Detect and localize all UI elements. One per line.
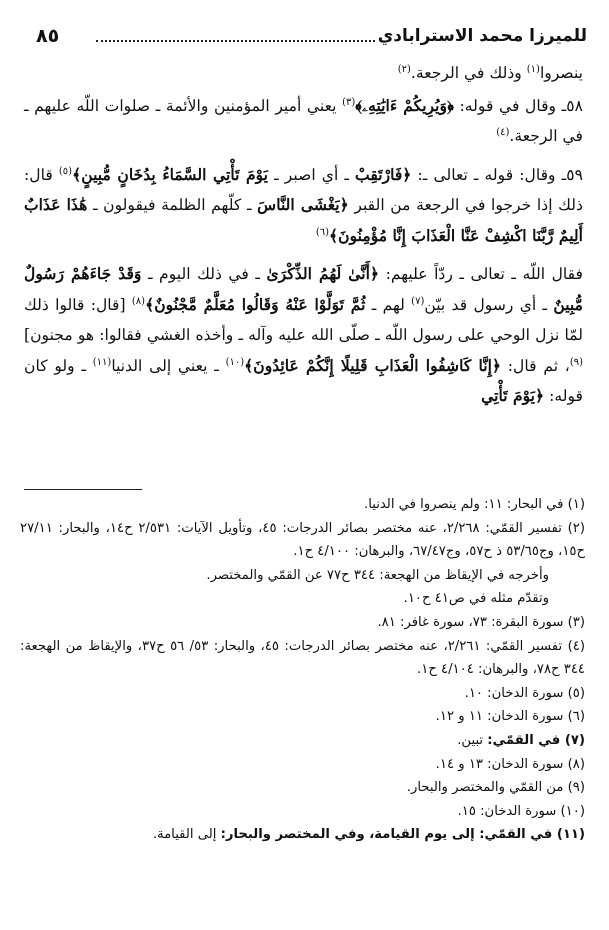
quran-verse: ﴿فَارْتَقِبْ	[355, 164, 412, 184]
quran-verse: ﴿وَيُرِيكُمْ ءَايَٰتِهِۦ﴾	[355, 95, 454, 115]
footnote-9: (٩) من القمّي والمختصر والبحار.	[406, 780, 585, 796]
quran-verse: هَٰذَا عَذَابٌ أَلِيمٌ رَّبَّنَا اكْشِفْ عَنَّا الْعَذَابَ إِنَّا مُؤْمِنُونَ﴾	[24, 195, 583, 245]
paragraph-58: ٥٨ـ وقال في قوله: ﴿وَيُرِيكُمْ ءَايَٰتِهِۦ﴾$^{(٣)}$ يعني أمير المؤمنين والأئمة ـ صلوات اللّه عليهم ـ في الرجعة.$^{(٤)}$	[24, 95, 584, 145]
quran-verse: ﴿يَغْشَى النَّاسَ	[257, 195, 349, 214]
quran-verse: ﴿يَوْمَ تَأْتِي	[481, 386, 545, 405]
footnote-ref: (٤)	[496, 126, 510, 138]
page-header	[22, 24, 587, 48]
footnote-ref: (٧)	[411, 295, 425, 307]
footnote-6: (٦) سورة الدخان: ١١ و ١٢.	[435, 709, 585, 725]
paragraph-1: ينصروا$^{(١)}$ وذلك في الرجعة.$^{(٢)}$	[397, 63, 583, 82]
quran-verse: يَوْمَ تَأْتِي السَّمَاءُ بِدُخَانٍ مُّبِينٍ﴾	[72, 164, 269, 184]
footnote-7: (٧) في القمّي: تبين.	[457, 732, 585, 748]
footnote-ref: (٣)	[342, 96, 356, 108]
footnote-ref: (٥)	[58, 165, 73, 177]
quran-verse: ﴿أَنَّىٰ لَهُمُ الذِّكْرَىٰ	[266, 264, 380, 283]
footnote-11: (١١) في القمّي: إلى يوم القيامة، وفي المختصر والبحار: إلى القيامة.	[152, 827, 585, 843]
footnote-ref: (٩)	[569, 356, 584, 368]
footnote-ref: (١)	[526, 63, 540, 75]
footnote-ref: (٢)	[397, 63, 411, 75]
footnote-4: (٤) تفسير القمّي: ٢/٢٦١، عنه مختصر بصائر الدرجات: ٤٥، والبحار: ٥٣/ ٥٦ ح٣٧، والإيقاظ من الهجعة: ٣٤٤ ح٧٨، والبرهان: ٤/١٠٤ ح١.	[20, 638, 585, 678]
paragraph-59: ٥٩ـ وقال: قوله ـ تعالى ـ: ﴿فَارْتَقِبْ ـ أي اصبر ـ يَوْمَ تَأْتِي السَّمَاءُ بِدُخَانٍ مُّبِينٍ﴾$^{(٥)}$ قال: ذلك إذا خرجوا في الرجعة من القبر ﴿يَغْشَى النَّاسَ ـ كلّهم الظلمة فيقولون ـ هَٰذَا عَذَابٌ أَلِيمٌ رَّبَّنَا اكْشِفْ عَنَّا الْعَذَابَ إِنَّا مُؤْمِنُونَ﴾$^{(٦)}$	[24, 164, 584, 245]
footnote-separator	[24, 489, 142, 490]
footnote-8: (٨) سورة الدخان: ١٣ و ١٤.	[435, 756, 585, 772]
footnote-1: (١) في البحار: ١١: ولم ينصروا في الدنيا.	[364, 497, 585, 512]
footnotes	[20, 493, 585, 847]
page-number: ٨٥	[36, 25, 60, 47]
header-dotted-rule	[96, 40, 375, 42]
paragraph-continuation: فقال اللّه ـ تعالى ـ ردّاً عليهم: ﴿أَنَّىٰ لَهُمُ الذِّكْرَىٰ ـ في ذلك اليوم ـ وَقَدْ جَاءَهُمْ رَسُولٌ مُّبِينٌ ـ أي رسول قد بيّن$^{(٧)}$ لهم ـ ثُمَّ تَوَلَّوْا عَنْهُ وَقَالُوا مُعَلَّمٌ مَّجْنُونٌ﴾$^{(٨)}$ [قال: قالوا ذلك لمّا نزل الوحي على رسول اللّه ـ صلّى الله عليه وآله ـ وأخذه الغشي فقالوا: هو مجنون]$^{(٩)}$، ثم قال: ﴿إِنَّا كَاشِفُوا الْعَذَابِ قَلِيلًا إِنَّكُمْ عَائِدُونَ﴾$^{(١٠)}$ ـ يعني إلى الدنيا$^{(١١)}$ ـ ولو كان قوله: ﴿يَوْمَ تَأْتِي	[24, 264, 584, 405]
footnote-ref: (١١)	[92, 356, 112, 368]
quran-verse: ﴿إِنَّا كَاشِفُوا الْعَذَابِ قَلِيلًا إِنَّكُمْ عَائِدُونَ﴾	[244, 355, 502, 375]
footnote-10: (١٠) سورة الدخان: ١٥.	[457, 803, 585, 819]
footnote-5: (٥) سورة الدخان: ١٠.	[464, 685, 585, 701]
footnote-ref: (٦)	[315, 226, 330, 238]
footnote-ref: (٨)	[131, 295, 146, 307]
footnote-ref: (١٠)	[225, 356, 245, 368]
footnote-2-note-a: وأخرجه في الإيقاظ من الهجعة: ٣٤٤ ح٧٧ عن القمّي والمختصر.	[206, 567, 549, 583]
quran-verse: ثُمَّ تَوَلَّوْا عَنْهُ وَقَالُوا مُعَلَّمٌ مَّجْنُونٌ﴾	[145, 294, 366, 314]
quran-verse: وَقَدْ جَاءَهُمْ رَسُولٌ مُّبِينٌ	[24, 264, 583, 314]
running-title: للميرزا محمد الاسترابادي	[377, 26, 587, 46]
main-text	[24, 58, 583, 412]
footnote-2-note-b: وتقدّم مثله في ص٤١ ح١٠.	[403, 591, 549, 607]
footnote-2: (٢) تفسير القمّي: ٢/٢٦٨، عنه مختصر بصائر الدرجات: ٤٥، وتأويل الآيات: ٢/٥٣١ ح١٤، والبحار: ٢٧/١١ ح١٥، وج٥٣/٦٥ ذ ح٥٧، وج٦٧/٤٧، والبرهان: ٤/١٠٠ ح١.	[20, 520, 586, 560]
footnote-3: (٣) سورة البقرة: ٧٣، سورة غافر: ٨١.	[377, 614, 585, 630]
